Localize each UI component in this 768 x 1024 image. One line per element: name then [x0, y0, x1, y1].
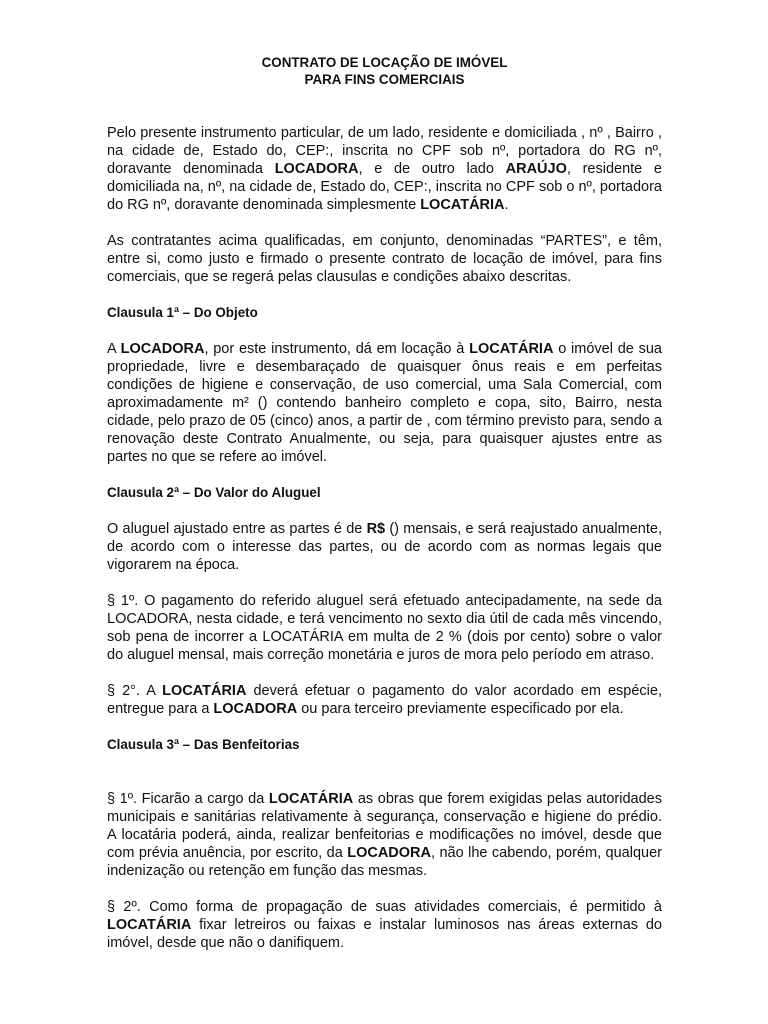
text-run: , por este instrumento, dá em locação à: [204, 341, 470, 357]
text-run: as obras que forem exigidas pelas autoridades municipais e sanitárias relativamente à segurança, conservação e higiene do prédio. A locatária poderá, ainda, realizar benfeitorias e modificações no imóvel, desde que com prévia anuência, por escrito, da: [107, 791, 662, 861]
text-run: , não lhe cabendo, porém, qualquer indenização ou retenção em função das mesmas.: [107, 845, 662, 879]
text-run: () mensais, e será reajustado anualmente, de acordo com o interesse das partes, ou de acordo com as normas legais que vigorarem na época.: [107, 521, 662, 573]
text-run: , e de outro lado: [358, 161, 506, 177]
bold-term: LOCATÁRIA: [420, 197, 505, 213]
bold-term: LOCATÁRIA: [268, 791, 354, 807]
text-run: As contratantes acima qualificadas, em conjunto, denominadas “PARTES”, e têm, entre si, como justo e firmado o presente contrato de locação de imóvel, para fins comerciais, que se regerá pelas clausulas e condições abaixo descritas.: [107, 233, 662, 285]
clause-3-paragraph-1: [107, 790, 662, 880]
text-run: fixar letreiros ou faixas e instalar luminosos nas áreas externas do imóvel, desde que não o danifiquem.: [107, 917, 662, 951]
bold-term: LOCATÁRIA: [162, 683, 247, 699]
intro-paragraph-parties: [107, 124, 662, 214]
text-run: ou para terceiro previamente especificado por ela.: [297, 701, 624, 717]
text-run: § 2°. A: [107, 683, 163, 699]
bold-term: LOCADORA: [274, 161, 359, 177]
text-run: Pelo presente instrumento particular, de um lado, residente e domiciliada , nº , Bairro , na cidade de, Estado do, CEP:, inscrita no CPF sob nº, portadora do RG nº, doravante denominada: [107, 125, 662, 177]
text-run: O aluguel ajustado entre as partes é de: [107, 521, 367, 537]
bold-term: LOCADORA: [120, 341, 205, 357]
clause-2-heading: Clausula 2ª – Do Valor do Aluguel: [107, 485, 321, 500]
document-title: [107, 54, 662, 88]
text-run: deverá efetuar o pagamento do valor acordado em espécie, entregue para a: [107, 683, 662, 717]
clause-1-heading: Clausula 1ª – Do Objeto: [107, 305, 258, 320]
text-run: .: [504, 197, 509, 213]
clause-2-paragraph-1: [107, 592, 662, 664]
text-run: o imóvel de sua propriedade, livre e desembaraçado de quaisquer ônus reais e em perfeitas condições de higiene e conservação, de uso comercial, uma Sala Comercial, com aproximadamente m² () contendo banheiro completo e copa, sito, Bairro, nesta cidade, pelo prazo de 05 (cinco) anos, a partir de , com término previsto para, sendo a renovação deste Contrato Anualmente, ou seja, para quaisquer ajustes entre as partes no que se refere ao imóvel.: [107, 341, 662, 465]
bold-term: R$: [366, 521, 386, 537]
bold-term: LOCATÁRIA: [469, 341, 554, 357]
text-run: § 1º. O pagamento do referido aluguel será efetuado antecipadamente, na sede da LOCADORA, nesta cidade, e terá vencimento no sexto dia útil de cada mês vincendo, sob pena de incorrer a LOCATÁRIA em multa de 2 % (dois por cento) sobre o valor do aluguel mensal, mais correção monetária e juros de mora pelo período em atraso.: [107, 593, 662, 663]
text-run: § 2º. Como forma de propagação de suas atividades comerciais, é permitido à: [107, 899, 662, 915]
text-run: A: [107, 341, 121, 357]
text-run: , residente e domiciliada na, nº, na cidade de, Estado do, CEP:, inscrita no CPF sob o nº, portadora do RG nº, doravante denominada simplesmente: [107, 161, 663, 213]
bold-term: LOCADORA: [213, 701, 298, 717]
bold-term: LOCADORA: [347, 845, 431, 861]
title-line-1: CONTRATO DE LOCAÇÃO DE IMÓVEL: [261, 55, 508, 70]
clause-3-heading: Clausula 3ª – Das Benfeitorias: [107, 737, 300, 752]
bold-term: LOCATÁRIA: [107, 917, 192, 933]
bold-term: ARAÚJO: [505, 161, 567, 177]
intro-paragraph-agreement: [107, 232, 662, 286]
title-line-2: PARA FINS COMERCIAIS: [304, 72, 465, 87]
clause-2-paragraph-2: [107, 682, 662, 718]
clause-3-paragraph-2: [107, 898, 662, 952]
clause-2-paragraph-value: [107, 520, 662, 574]
clause-1-paragraph: [107, 340, 662, 466]
text-run: § 1º. Ficarão a cargo da: [107, 791, 269, 807]
